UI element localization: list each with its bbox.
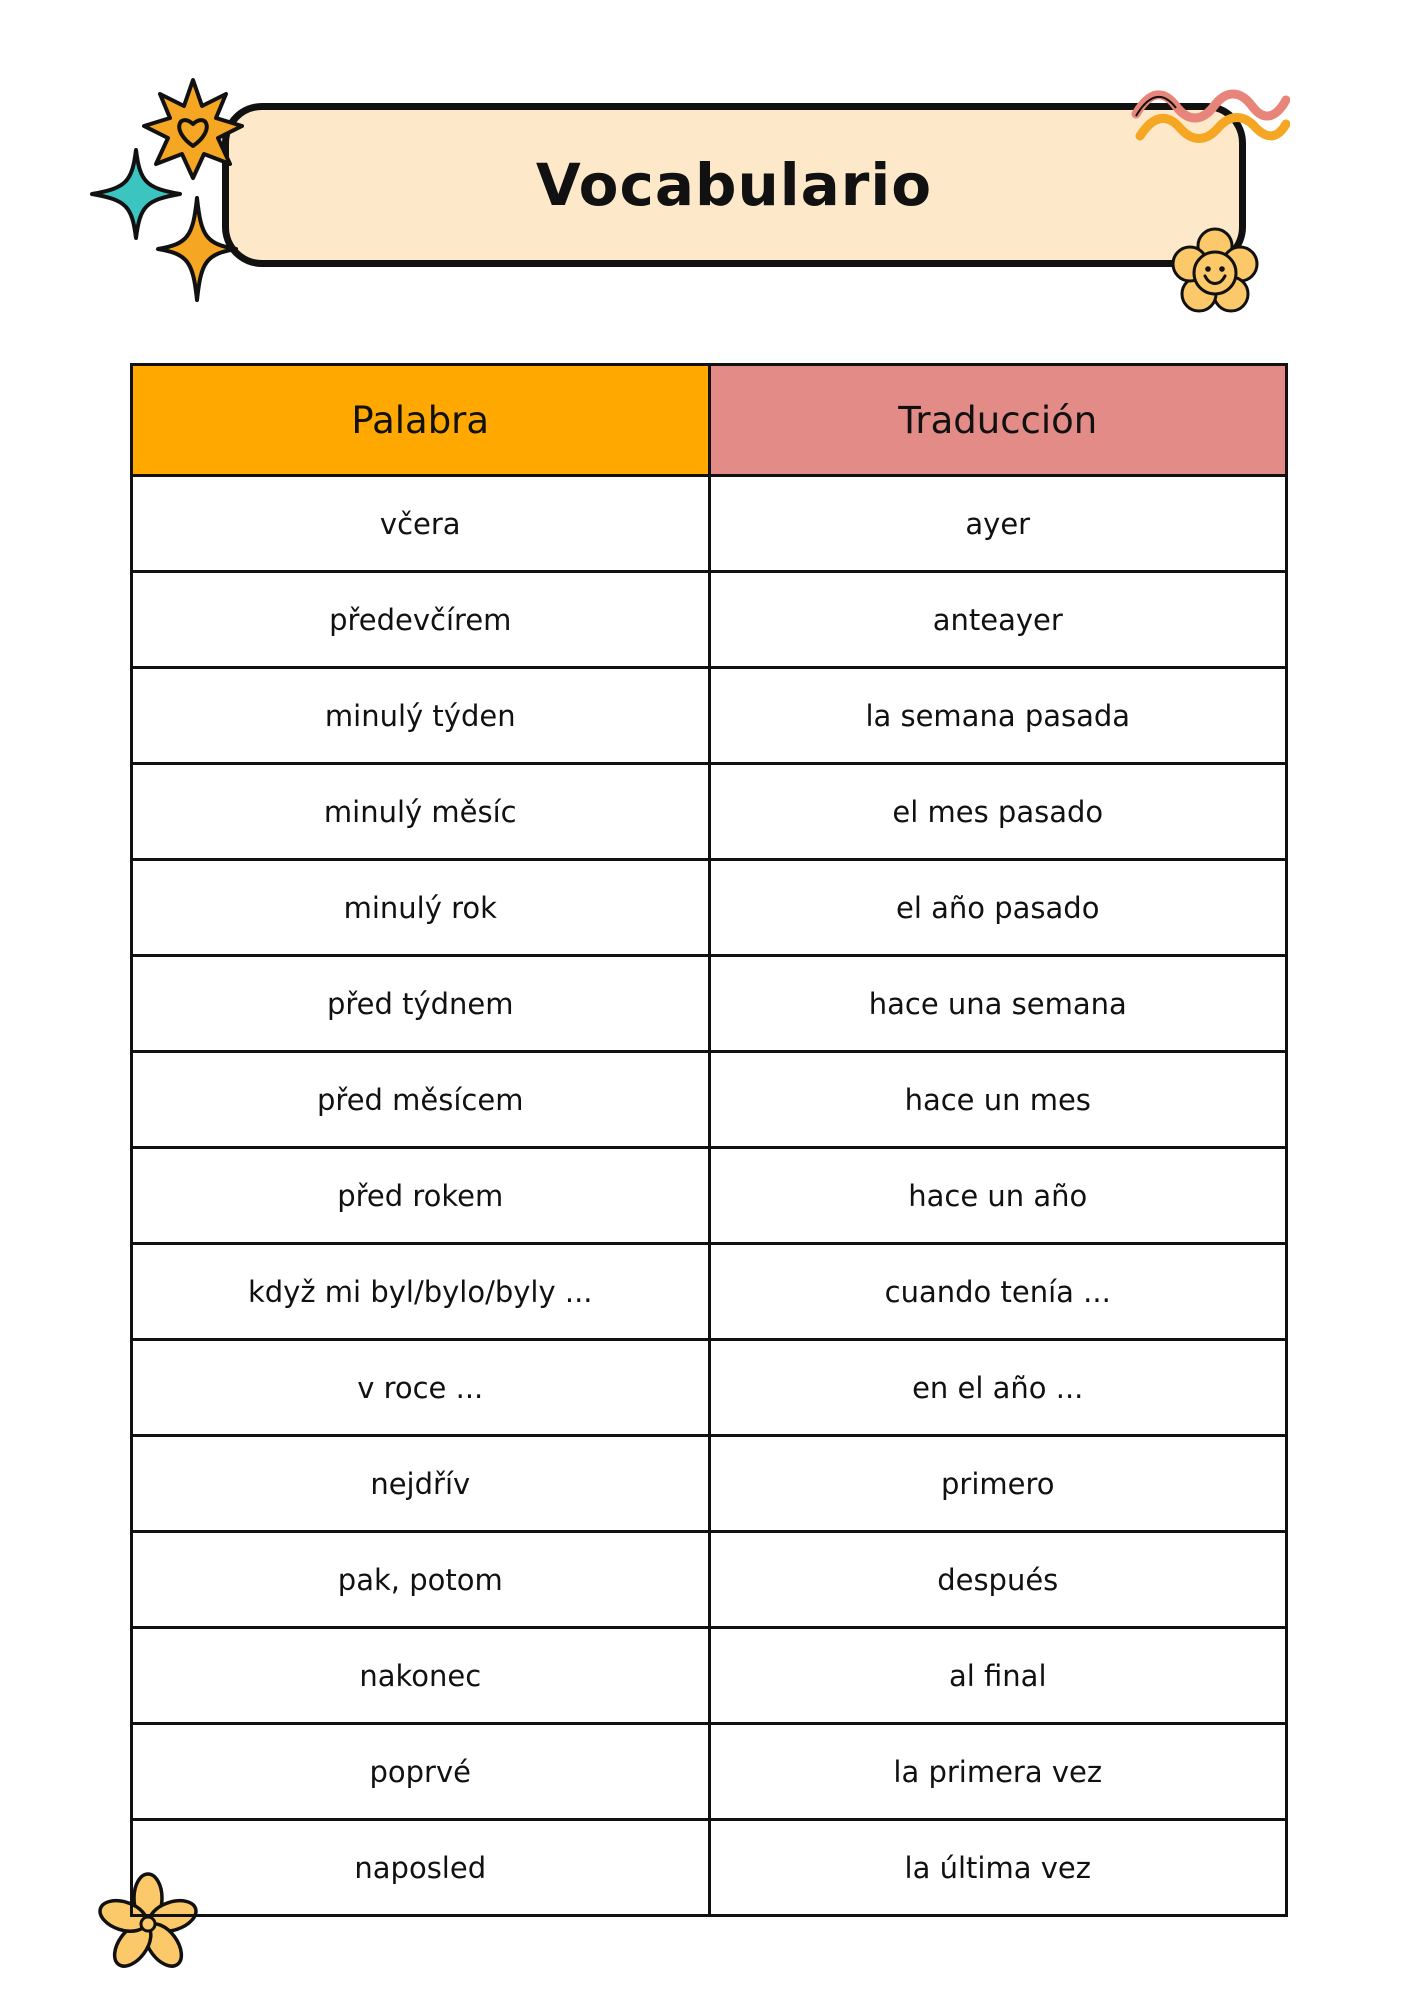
word-cell: poprvé	[132, 1724, 710, 1820]
page-title: Vocabulario	[535, 151, 933, 219]
table-row	[132, 572, 1287, 668]
word-cell: minulý rok	[132, 860, 710, 956]
table-row	[132, 1436, 1287, 1532]
header-palabra: Palabra	[132, 365, 710, 476]
word-cell: minulý měsíc	[132, 764, 710, 860]
translation-cell: el mes pasado	[709, 764, 1287, 860]
translation-cell: al final	[709, 1628, 1287, 1724]
table-row	[132, 1244, 1287, 1340]
translation-cell: anteayer	[709, 572, 1287, 668]
translation-cell: la última vez	[709, 1820, 1287, 1916]
table-row	[132, 476, 1287, 572]
vocabulary-table	[130, 363, 1288, 1917]
word-cell: pak, potom	[132, 1532, 710, 1628]
word-cell: v roce ...	[132, 1340, 710, 1436]
table-row	[132, 1628, 1287, 1724]
word-cell: když mi byl/bylo/byly ...	[132, 1244, 710, 1340]
table-row	[132, 1340, 1287, 1436]
table-row	[132, 764, 1287, 860]
orange-sparkle-icon	[154, 194, 240, 304]
table-row	[132, 956, 1287, 1052]
table-row	[132, 1052, 1287, 1148]
squiggle-waves-icon	[1130, 80, 1290, 146]
translation-cell: ayer	[709, 476, 1287, 572]
word-cell: předevčírem	[132, 572, 710, 668]
word-cell: před rokem	[132, 1148, 710, 1244]
header-traduccion: Traducción	[709, 365, 1287, 476]
translation-cell: después	[709, 1532, 1287, 1628]
translation-cell: hace una semana	[709, 956, 1287, 1052]
translation-cell: primero	[709, 1436, 1287, 1532]
table-header-row	[132, 365, 1287, 476]
table-row	[132, 860, 1287, 956]
translation-cell: cuando tenía ...	[709, 1244, 1287, 1340]
table-row	[132, 1724, 1287, 1820]
smiley-flower-icon	[1168, 226, 1262, 320]
word-cell: před měsícem	[132, 1052, 710, 1148]
word-cell: nejdřív	[132, 1436, 710, 1532]
translation-cell: hace un año	[709, 1148, 1287, 1244]
word-cell: před týdnem	[132, 956, 710, 1052]
table-row	[132, 668, 1287, 764]
translation-cell: el año pasado	[709, 860, 1287, 956]
word-cell: minulý týden	[132, 668, 710, 764]
translation-cell: la primera vez	[709, 1724, 1287, 1820]
title-banner	[222, 103, 1246, 267]
word-cell: naposled	[132, 1820, 710, 1916]
table-row	[132, 1532, 1287, 1628]
translation-cell: la semana pasada	[709, 668, 1287, 764]
table-row	[132, 1148, 1287, 1244]
translation-cell: hace un mes	[709, 1052, 1287, 1148]
word-cell: nakonec	[132, 1628, 710, 1724]
table-row	[132, 1820, 1287, 1916]
word-cell: včera	[132, 476, 710, 572]
translation-cell: en el año ...	[709, 1340, 1287, 1436]
